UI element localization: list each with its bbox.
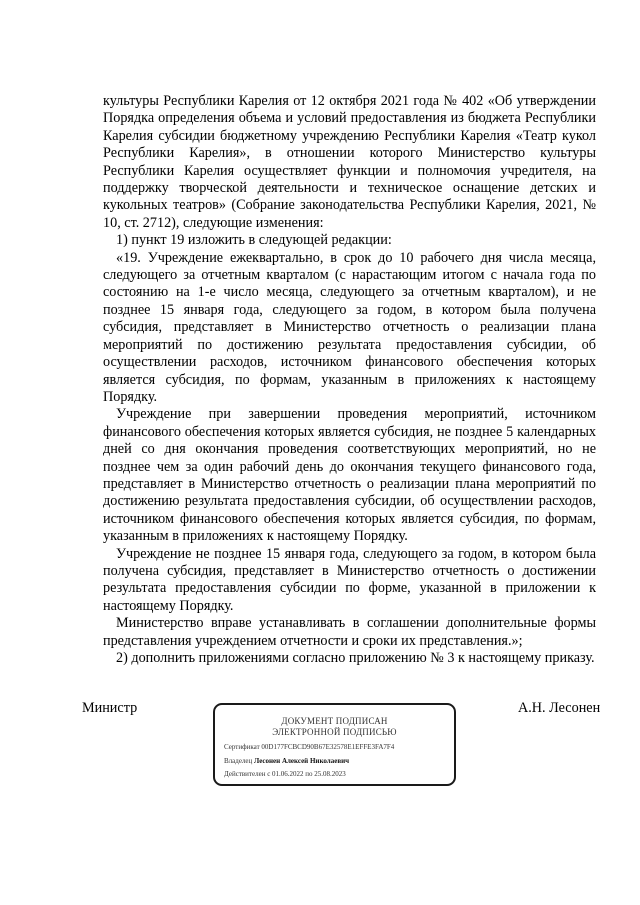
signatory-position: Министр xyxy=(82,700,138,716)
paragraph-4: Учреждение не позднее 15 января года, следующего за годом, в котором была получена субсидия, представляет в Министерство отчетность о достижении результата предоставления субсидии по форме, указанной в приложении к настоящему Порядку. xyxy=(103,545,596,614)
stamp-certificate-label: Сертификат xyxy=(224,743,260,751)
stamp-title-line2: ЭЛЕКТРОННОЙ ПОДПИСЬЮ xyxy=(272,726,397,737)
paragraph-5: Министерство вправе устанавливать в соглашении дополнительные формы представления учреждением отчетности и сроки их представления.»; xyxy=(103,615,596,649)
electronic-signature-stamp xyxy=(213,703,456,786)
paragraph-3: Учреждение при завершении проведения мероприятий, источником финансового обеспечения которых является субсидия, не позднее 5 календарных дней со дня окончания проведения соответствующих мероприятий, но не позднее чем за один рабочий день до окончания текущего финансового года, представляет в Министерство отчетность о реализации плана мероприятий по достижению результата предоставления субсидии, об осуществлении расходов, источником финансового обеспечения которых является субсидия, по формам, указанным в приложениях к настоящему Порядку. xyxy=(103,406,596,545)
paragraph-0: культуры Республики Карелия от 12 октября 2021 года № 402 «Об утверждении Порядка определения объема и условий предоставления из бюджета Республики Карелия субсидии бюджетному учреждению Республики Карелия «Театр кукол Республики Карелия», в отношении которого Министерство культуры Республики Карелия осуществляет функции и полномочия учредителя, на поддержку творческой деятельности и техническое оснащение детских и кукольных театров» (Собрание законодательства Республики Карелия, 2021, № 10, ст. 2712), следующие изменения: xyxy=(103,93,596,231)
signatory-name: А.Н. Лесонен xyxy=(518,700,601,716)
stamp-certificate-value: 00D177FCBCD90B67E32578E1EFFE3FA7F4 xyxy=(261,743,395,751)
paragraph-1: 1) пункт 19 изложить в следующей редакции: xyxy=(116,232,392,249)
stamp-certificate xyxy=(224,743,394,751)
stamp-owner-value: Лесонен Алексей Николаевич xyxy=(254,757,350,765)
document-body xyxy=(103,93,596,667)
paragraph-2: «19. Учреждение ежеквартально, в срок до 10 рабочего дня числа месяца, следующего за отчетным кварталом (с нарастающим итогом с начала года по состоянию на 1-е число месяца, следующего за отчетным кварталом), и не позднее 15 января года, следующего за годом, в котором была получена субсидия, представляет в Министерство отчетность о реализации плана мероприятий по достижению результата предоставления субсидии, об осуществлении расходов, источником финансового обеспечения которых является субсидия, по формам, указанным в приложениях к настоящему Порядку. xyxy=(103,249,596,405)
stamp-owner-label: Владелец xyxy=(224,757,253,765)
stamp-title-line1: ДОКУМЕНТ ПОДПИСАН xyxy=(281,716,388,726)
stamp-owner xyxy=(224,757,349,765)
stamp-validity: Действителен с 01.06.2022 по 25.08.2023 xyxy=(224,770,346,778)
stamp-title xyxy=(215,716,454,737)
paragraph-6: 2) дополнить приложениями согласно приложению № 3 к настоящему приказу. xyxy=(116,650,595,666)
